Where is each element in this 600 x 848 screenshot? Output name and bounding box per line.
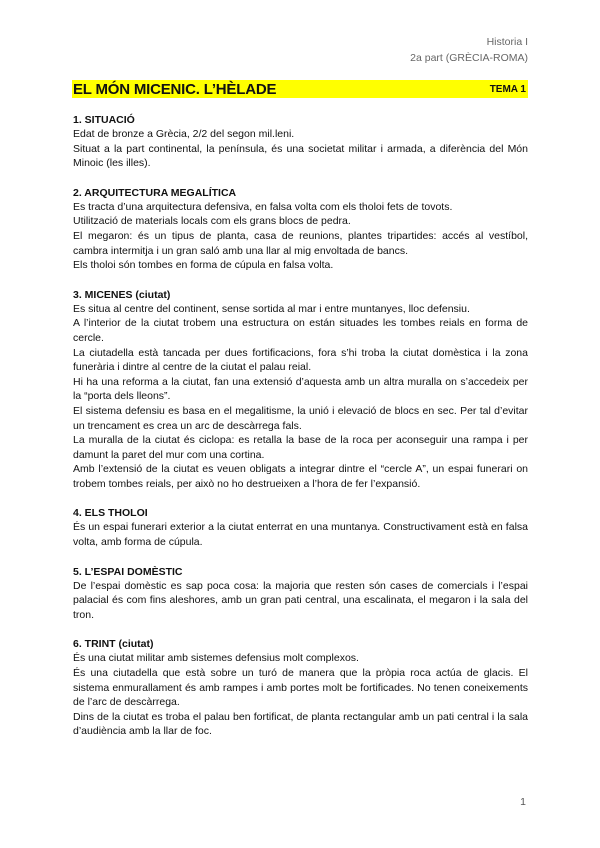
document-body xyxy=(73,113,528,754)
section-1 xyxy=(73,113,528,171)
page-header xyxy=(410,34,528,66)
paragraph: De l’espai domèstic es sap poca cosa: la majoria que resten són cases de comercials i l’espai palacial és com fins aleshores, amb un gran pati central, una escalinata, el megaron i la sala del tron. xyxy=(73,579,528,621)
section-heading: 3. MICENES (ciutat) xyxy=(73,288,171,301)
tema-label: TEMA 1 xyxy=(489,83,526,95)
section-heading: 4. ELS THOLOI xyxy=(73,507,148,520)
paragraph: Edat de bronze a Grècia, 2/2 del segon mil.leni. xyxy=(73,128,295,140)
paragraph: És una ciutat militar amb sistemes defensius molt complexos. xyxy=(73,652,359,665)
document-title: EL MÓN MICENIC. L’HÈLADE xyxy=(73,80,277,98)
paragraph: Utilització de materials locals com els grans blocs de pedra. xyxy=(73,215,351,228)
paragraph: La ciutadella està tancada per dues fortificacions, fora s’hi troba la ciutat domèstica i la zona funerària i dintre al centre de la ciutat el palau reial. xyxy=(73,346,528,374)
section-heading: 6. TRINT (ciutat) xyxy=(73,638,154,651)
section-2 xyxy=(73,186,528,273)
paragraph: Dins de la ciutat es troba el palau ben fortificat, de planta rectangular amb un pati central i la sala d’audiència amb la llar de foc. xyxy=(73,710,528,738)
title-bar xyxy=(72,80,528,98)
paragraph: Es situa al centre del continent, sense sortida al mar i entre muntanyes, lloc defensiu. xyxy=(73,302,470,315)
section-6 xyxy=(73,637,528,739)
paragraph: El megaron: és un tipus de planta, casa de reunions, plantes tripartides: accés al vestíbol, cambra intermitja i un gran saló amb una llar al mig envoltada de bancs. xyxy=(73,229,528,257)
paragraph: Es tracta d’una arquitectura defensiva, en falsa volta com els tholoi fets de tovots. xyxy=(73,200,453,213)
paragraph: La muralla de la ciutat és ciclopa: es retalla la base de la roca per aconseguir una rampa i per damunt la paret del mur com una cortina. xyxy=(73,434,528,461)
section-heading: 5. L’ESPAI DOMÈSTIC xyxy=(73,565,183,578)
paragraph: Amb l’extensió de la ciutat es veuen obligats a integrar dintre el “cercle A”, un espai funerari on trobem tombes reials, per això no ho destrueixen a l’hora de fer l’expansió. xyxy=(73,463,528,490)
page-number: 1 xyxy=(520,796,526,808)
paragraph: Situat a la part continental, la península, és una societat militar i armada, a diferència del Món Minoic (les illes). xyxy=(73,142,528,170)
section-4 xyxy=(73,506,528,549)
header-part: 2a part (GRÈCIA-ROMA) xyxy=(410,52,528,64)
paragraph: És una ciutadella que està sobre un turó de manera que la pròpia roca actúa de glacis. El sistema enmurallament és amb rampes i amb portes molt be fortificades. No tenen coneixements de l’arc de descàrrega. xyxy=(73,667,528,709)
paragraph: Els tholoi són tombes en forma de cúpula en falsa volta. xyxy=(73,259,334,272)
section-5 xyxy=(73,565,528,623)
section-heading: 1. SITUACIÓ xyxy=(73,114,135,126)
section-heading: 2. ARQUITECTURA MEGALÍTICA xyxy=(73,186,237,199)
paragraph: A l’interior de la ciutat trobem una estructura on están situades les tombes reials en forma de cercle. xyxy=(73,317,528,344)
paragraph: Hi ha una reforma a la ciutat, fan una extensió d’aquesta amb un altra muralla on s’accedeix per la “porta dels lleons”. xyxy=(73,375,528,403)
section-3 xyxy=(73,288,528,492)
header-course: Historia I xyxy=(486,36,528,48)
paragraph: El sistema defensiu es basa en el megalitisme, la unió i elevació de blocs en sec. Per tal d’evitar un trencament es crea un arc de descàrrega fals. xyxy=(73,404,528,432)
paragraph: És un espai funerari exterior a la ciutat enterrat en una muntanya. Constructivament està en falsa volta, amb forma de cúpula. xyxy=(73,521,528,549)
